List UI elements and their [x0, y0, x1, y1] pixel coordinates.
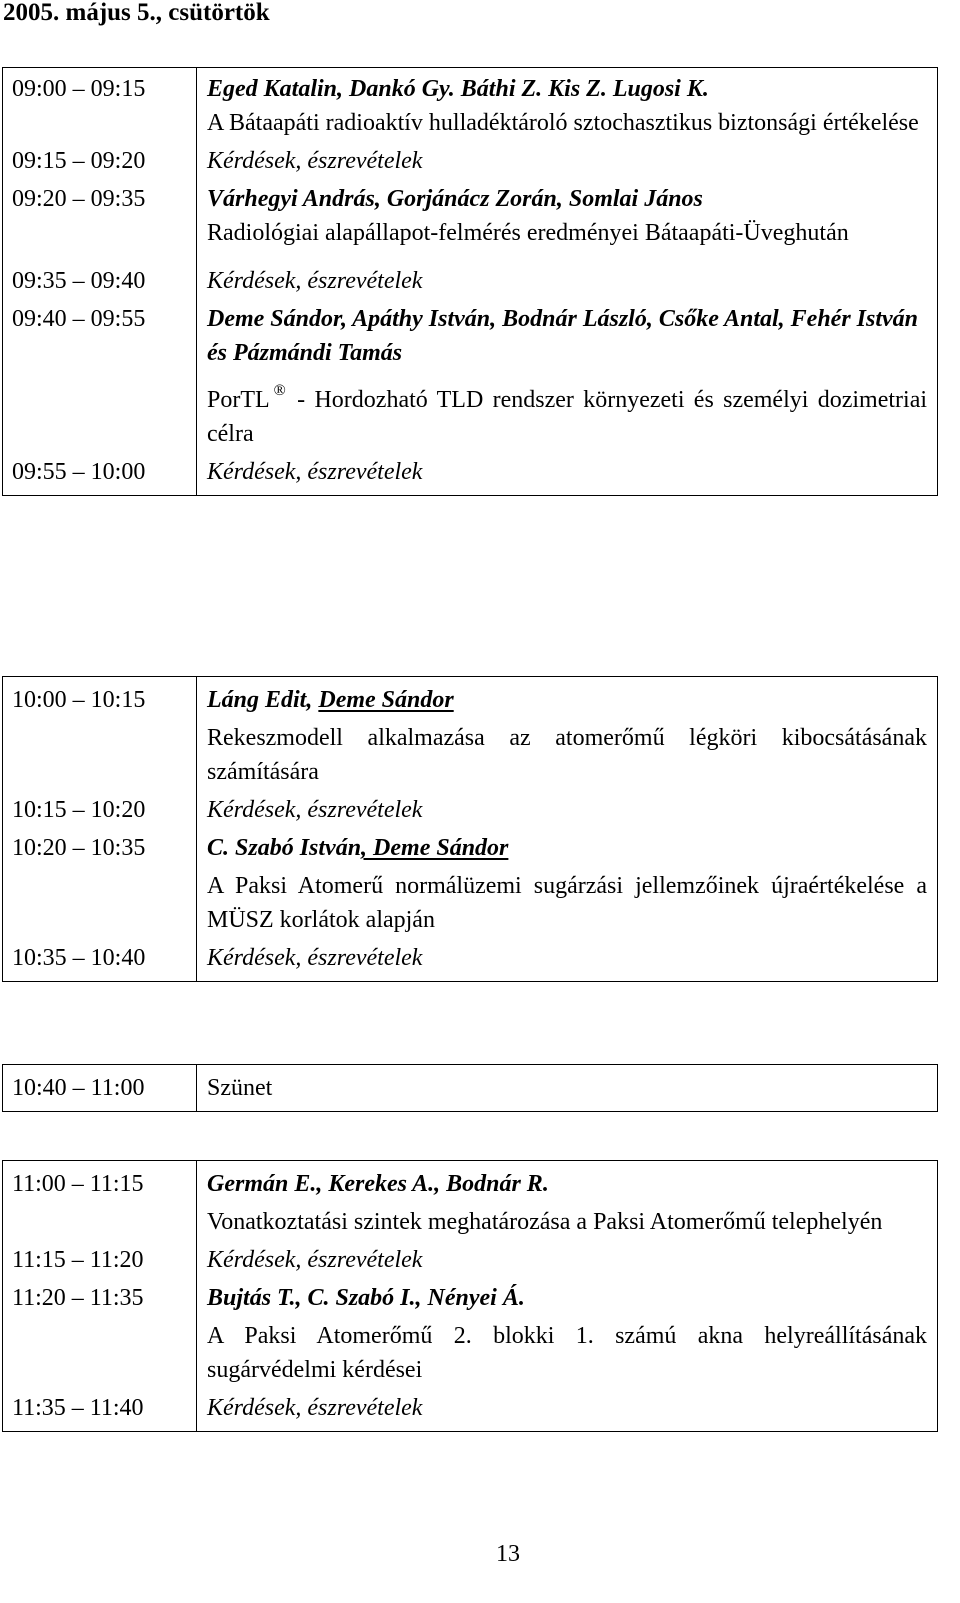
- break-label: Szünet: [197, 1065, 938, 1112]
- schedule-row: [3, 1239, 938, 1277]
- time-slot: 09:40 – 09:55: [3, 298, 197, 451]
- talk-title-rest: - Hordozható TLD rendszer környezeti és személyi dozimetriai célra: [207, 387, 928, 447]
- talk-authors: C. Szabó István, Deme Sándor: [207, 835, 509, 861]
- page-number: 13: [496, 1541, 520, 1567]
- talk-cell: [197, 1277, 938, 1387]
- talk-authors: Láng Edit, Deme Sándor: [207, 687, 454, 713]
- discussion-note: Kérdések, észrevételek: [197, 937, 938, 982]
- time-slot: 11:00 – 11:15: [3, 1161, 197, 1240]
- discussion-note: Kérdések, észrevételek: [197, 260, 938, 298]
- talk-title: [207, 370, 927, 451]
- time-slot: 10:15 – 10:20: [3, 789, 197, 827]
- page-heading: 2005. május 5., csütörtök: [3, 0, 270, 26]
- talk-authors: Bujtás T., C. Szabó I., Nényei Á.: [207, 1285, 525, 1311]
- schedule-row: [3, 937, 938, 982]
- talk-cell: [197, 1161, 938, 1240]
- talk-cell: [197, 68, 938, 141]
- time-slot: 09:15 – 09:20: [3, 140, 197, 178]
- talk-authors: Deme Sándor, Apáthy István, Bodnár László, Csőke Antal, Fehér István és Pázmándi Tamás: [207, 306, 918, 366]
- schedule-row: [3, 1277, 938, 1387]
- schedule-block-3: [2, 1064, 938, 1112]
- schedule-row: [3, 260, 938, 298]
- time-slot: 10:00 – 10:15: [3, 677, 197, 790]
- talk-cell: [197, 677, 938, 790]
- time-slot: 11:20 – 11:35: [3, 1277, 197, 1387]
- discussion-note: Kérdések, észrevételek: [197, 451, 938, 496]
- discussion-note: Kérdések, észrevételek: [197, 789, 938, 827]
- schedule-row: [3, 677, 938, 790]
- schedule-row: [3, 789, 938, 827]
- time-slot: 09:35 – 09:40: [3, 260, 197, 298]
- schedule-block-2: [2, 676, 938, 982]
- talk-authors: Eged Katalin, Dankó Gy. Báthi Z. Kis Z. Lugosi K.: [207, 76, 709, 102]
- schedule-row: [3, 451, 938, 496]
- schedule-row: [3, 68, 938, 141]
- schedule-row: [3, 1161, 938, 1240]
- talk-title: A Paksi Atomerű normálüzemi sugárzási jellemzőinek újraértékelése a MÜSZ korlátok alapján: [207, 873, 927, 933]
- time-slot: 09:00 – 09:15: [3, 68, 197, 141]
- discussion-note: Kérdések, észrevételek: [197, 1239, 938, 1277]
- registered-trademark-symbol: ®: [273, 382, 286, 399]
- schedule-block-4: [2, 1160, 938, 1432]
- schedule-block-1: [2, 67, 938, 496]
- time-slot: 10:20 – 10:35: [3, 827, 197, 937]
- talk-cell: [197, 178, 938, 260]
- schedule-row: [3, 298, 938, 451]
- schedule-row: [3, 1387, 938, 1432]
- product-name: PorTL: [207, 387, 270, 413]
- time-slot: 10:40 – 11:00: [3, 1065, 197, 1112]
- discussion-note: Kérdések, észrevételek: [197, 1387, 938, 1432]
- talk-title: Rekeszmodell alkalmazása az atomerőmű légköri kibocsátásának számítására: [207, 725, 927, 785]
- schedule-row: [3, 1065, 938, 1112]
- discussion-note: Kérdések, észrevételek: [197, 140, 938, 178]
- schedule-row: [3, 178, 938, 260]
- schedule-row: [3, 140, 938, 178]
- talk-title: A Paksi Atomerőmű 2. blokki 1. számú akna helyreállításának sugárvédelmi kérdései: [207, 1323, 927, 1383]
- talk-title: Radiológiai alapállapot-felmérés eredményei Bátaapáti-Üveghután: [207, 220, 849, 246]
- time-slot: 10:35 – 10:40: [3, 937, 197, 982]
- time-slot: 11:15 – 11:20: [3, 1239, 197, 1277]
- time-slot: 09:20 – 09:35: [3, 178, 197, 260]
- talk-authors: Várhegyi András, Gorjánácz Zorán, Somlai János: [207, 186, 703, 212]
- time-slot: 11:35 – 11:40: [3, 1387, 197, 1432]
- schedule-row: [3, 827, 938, 937]
- talk-authors: Germán E., Kerekes A., Bodnár R.: [207, 1171, 549, 1197]
- talk-cell: [197, 827, 938, 937]
- talk-title: A Bátaapáti radioaktív hulladéktároló sztochasztikus biztonsági értékelése: [207, 110, 919, 136]
- talk-cell: [197, 298, 938, 451]
- time-slot: 09:55 – 10:00: [3, 451, 197, 496]
- talk-title: Vonatkoztatási szintek meghatározása a Paksi Atomerőmű telephelyén: [207, 1209, 883, 1235]
